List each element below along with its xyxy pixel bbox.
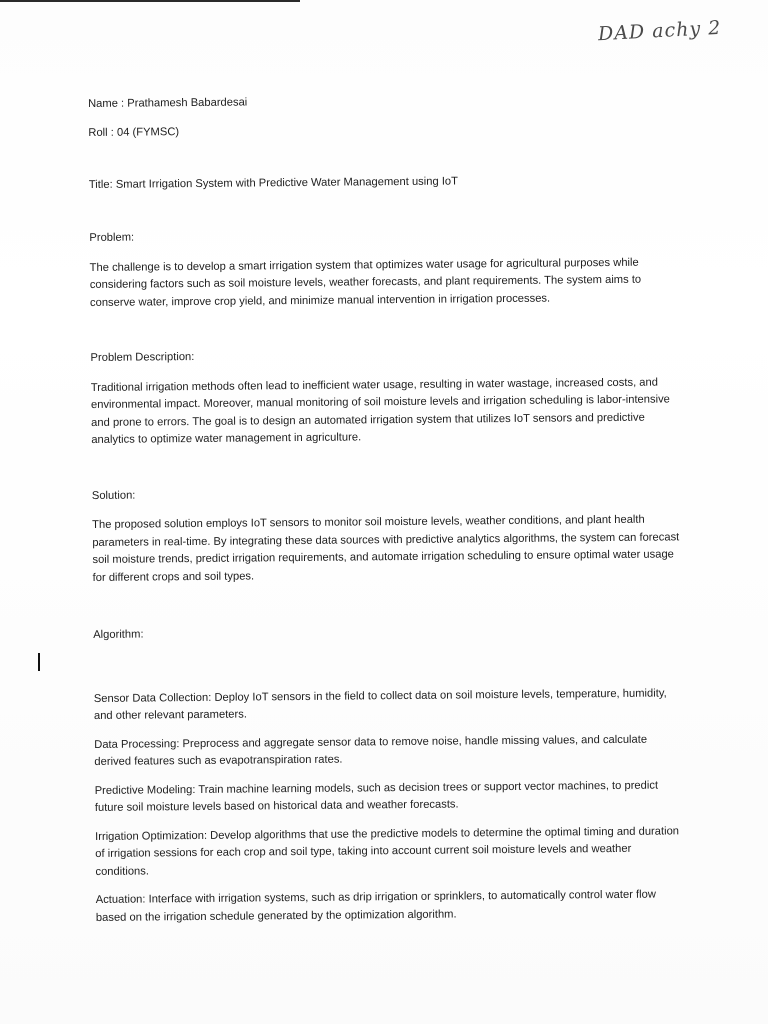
- student-name: Name : Prathamesh Babardesai: [88, 96, 248, 110]
- algorithm-steps: [94, 685, 686, 927]
- algorithm-step: Predictive Modeling: Train machine learning models, such as decision trees or support vector machines, to predict future soil moisture levels based on historical data and weather forecasts.: [94, 779, 659, 814]
- algorithm-step: Sensor Data Collection: Deploy IoT sensors in the field to collect data on soil moisture levels, temperature, humidity, and other relevant parameters.: [93, 686, 667, 722]
- top-edge-rule: [0, 0, 300, 2]
- problem-description-heading: Problem Description:: [90, 350, 195, 364]
- algorithm-step: Actuation: Interface with irrigation systems, such as drip irrigation or sprinklers, to automatically control water flow based on the irrigation schedule generated by the optimization algorithm.: [95, 888, 656, 924]
- algorithm-step: Data Processing: Preprocess and aggregate sensor data to remove noise, handle missing values, and calculate derived features such as evapotranspiration rates.: [94, 733, 648, 768]
- document-body: [88, 90, 686, 927]
- algorithm-section: [93, 621, 686, 927]
- margin-mark: [38, 653, 40, 671]
- problem-description-section: [90, 344, 681, 449]
- problem-heading: Problem:: [89, 231, 135, 244]
- problem-text: The challenge is to develop a smart irrigation system that optimizes water usage for agricultural purposes while considering factors such as soil moisture levels, weather forecasts, and plant requirements. The system aims to conserve water, improve crop yield, and minimize manual intervention in irrigation processes.: [89, 256, 642, 309]
- algorithm-step: Irrigation Optimization: Develop algorithms that use the predictive models to determine the optimal timing and duration of irrigation sessions for each crop and soil type, taking into account current soil moisture levels and weather conditions.: [95, 824, 680, 878]
- handwritten-annotation: DAD achy 2: [597, 16, 722, 46]
- solution-heading: Solution:: [91, 489, 136, 502]
- problem-section: [89, 224, 680, 312]
- problem-description-text: Traditional irrigation methods often lead to inefficient water usage, resulting in water wastage, increased costs, and environmental impact. Moreover, manual monitoring of soil moisture levels and irrigation scheduling is labor-intensive and prone to errors. The goal is to design an automated irrigation system that utilizes IoT sensors and predictive analytics to optimize water management in agriculture.: [90, 376, 670, 446]
- student-roll: Roll : 04 (FYMSC): [88, 126, 180, 139]
- document-title: Title: Smart Irrigation System with Predictive Water Management using IoT: [88, 175, 459, 191]
- solution-section: [92, 482, 683, 587]
- algorithm-heading: Algorithm:: [93, 628, 144, 641]
- solution-text: The proposed solution employs IoT sensors to monitor soil moisture levels, weather conditions, and plant health parameters in real-time. By integrating these data sources with predictive analytics algorithms, the system can forecast soil moisture trends, predict irrigation requirements, and automate irrigation scheduling to ensure optimal water usage for different crops and soil types.: [92, 513, 680, 584]
